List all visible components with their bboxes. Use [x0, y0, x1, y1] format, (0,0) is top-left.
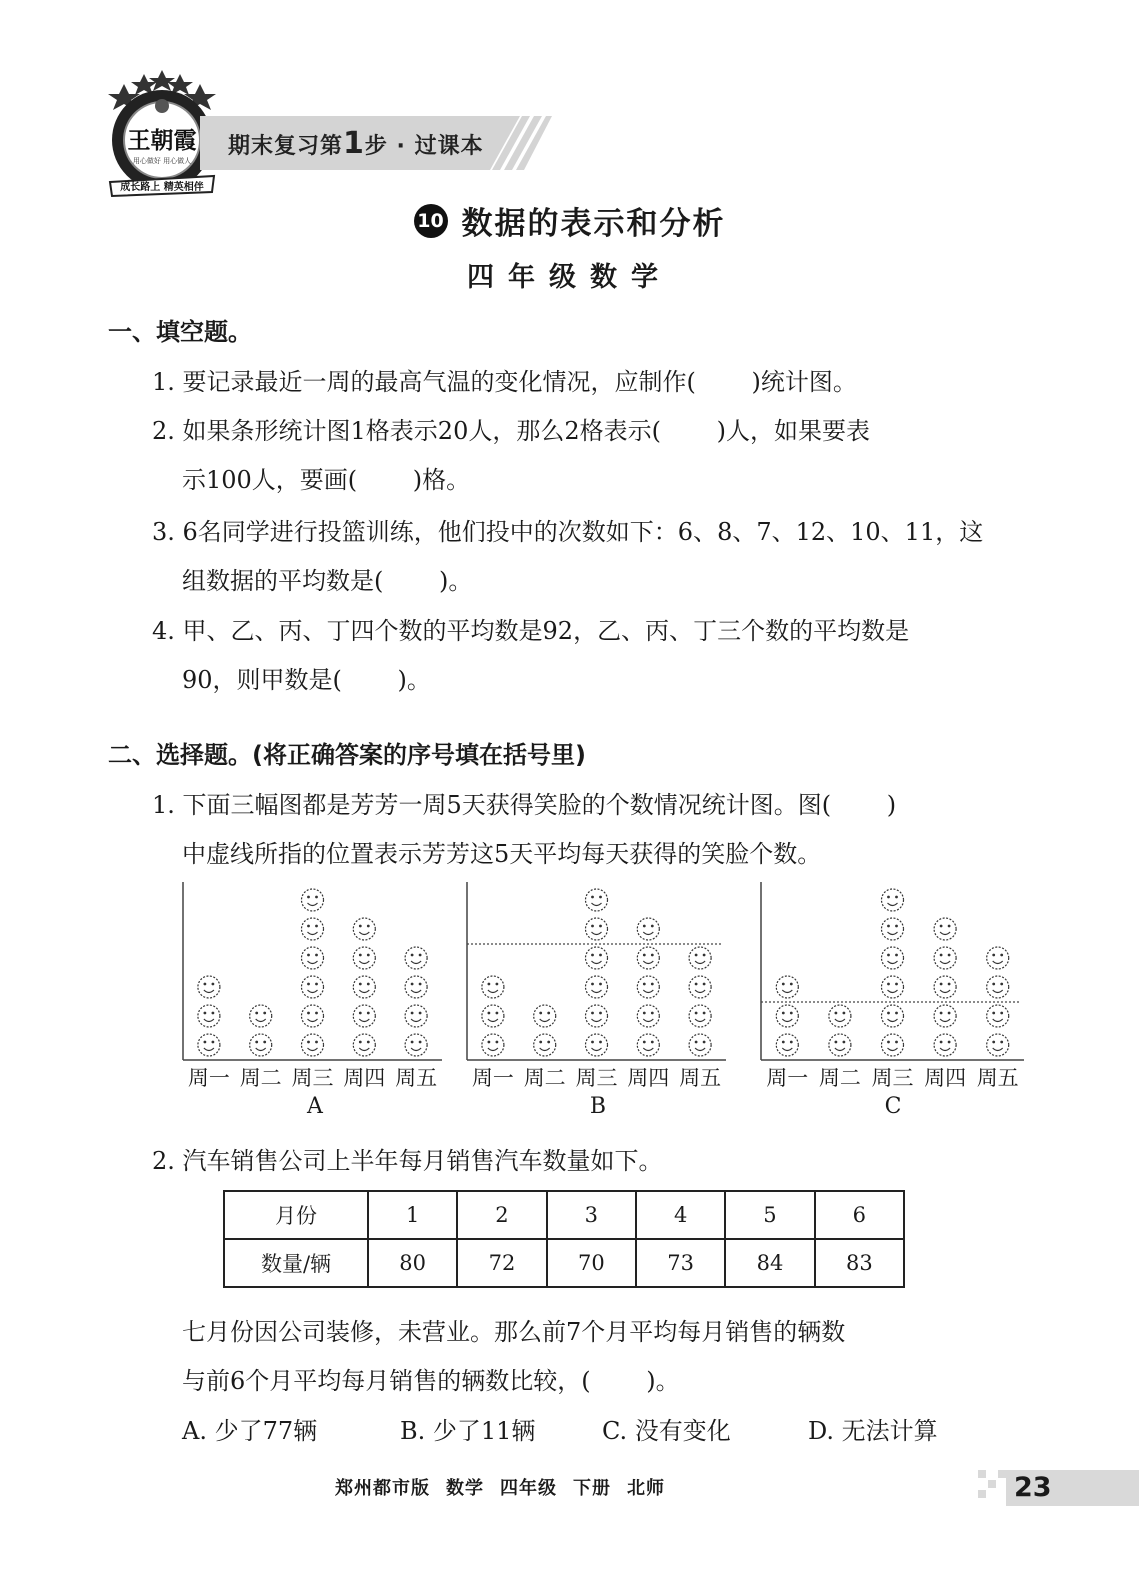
smiley-icon [586, 889, 608, 911]
option-d: D. 无法计算 [808, 1417, 938, 1445]
x-tick-label: 周五 [976, 1066, 1019, 1090]
option-b: B. 少了11辆 [400, 1417, 536, 1445]
table-cell: 70 [547, 1239, 636, 1287]
chart-panel-label: B [589, 1094, 607, 1119]
table-header-row [224, 1191, 904, 1239]
q2-2-line: 2. 汽车销售公司上半年每月销售汽车数量如下。 [152, 1147, 663, 1175]
smiley-icon [302, 947, 324, 969]
table-cell: 72 [457, 1239, 546, 1287]
q1-2-line2: 示100人，要画( )格。 [182, 466, 471, 494]
smiley-icon [689, 947, 711, 969]
smiley-icon [353, 976, 375, 998]
smiley-icon [198, 1005, 220, 1027]
footer-subject: 数学 [446, 1478, 484, 1499]
table-cell: 6 [815, 1191, 904, 1239]
smiley-icon [405, 1005, 427, 1027]
table-cell: 83 [815, 1239, 904, 1287]
smiley-icon [934, 918, 956, 940]
table-cell: 数量/辆 [224, 1239, 368, 1287]
q2-2-after-line1: 七月份因公司装修，未营业。那么前7个月平均每月销售的辆数 [182, 1318, 846, 1346]
smiley-icon [882, 976, 904, 998]
smiley-icon [353, 918, 375, 940]
q1-2-line1: 2. 如果条形统计图1格表示20人，那么2格表示( )人，如果要表 [152, 417, 870, 445]
smiley-icon [637, 947, 659, 969]
q1-4-line1: 4. 甲、乙、丙、丁四个数的平均数是92，乙、丙、丁三个数的平均数是 [152, 617, 910, 645]
smiley-icon [637, 918, 659, 940]
x-tick-label: 周二 [239, 1066, 282, 1090]
chart-a [180, 878, 442, 1090]
smiley-icon [405, 976, 427, 998]
smiley-icon [302, 976, 324, 998]
smiley-icon [987, 947, 1009, 969]
smiley-icon [689, 1005, 711, 1027]
x-tick-label: 周四 [924, 1066, 967, 1090]
q1-3-line1: 3. 6名同学进行投篮训练，他们投中的次数如下：6、8、7、12、10、11，这 [152, 518, 984, 546]
smiley-icon [586, 918, 608, 940]
table-cell: 4 [636, 1191, 725, 1239]
smiley-icon [934, 1005, 956, 1027]
smiley-icon [482, 1034, 504, 1056]
smiley-icon [689, 976, 711, 998]
smiley-icon [829, 1034, 851, 1056]
smiley-icon [534, 1034, 556, 1056]
footer-edition: 郑州都市版 [335, 1478, 430, 1499]
logo-name: 王朝霞 [127, 127, 197, 154]
smiley-icon [882, 918, 904, 940]
smiley-icon [302, 1034, 324, 1056]
smiley-icon [882, 1034, 904, 1056]
x-tick-label: 周三 [575, 1066, 618, 1090]
banner-prefix: 期末复习第 [228, 134, 344, 159]
smiley-icon [987, 976, 1009, 998]
smiley-icon [198, 976, 220, 998]
page-number: 23 [1014, 1472, 1052, 1503]
logo-ribbon: 成长路上 精英相伴 [120, 182, 204, 193]
chart-panel-label: A [307, 1094, 323, 1119]
smiley-icon [482, 1005, 504, 1027]
smiley-icon [934, 947, 956, 969]
logo-sub: 用心做好 用心做人 [132, 157, 192, 165]
x-tick-label: 周二 [818, 1066, 861, 1090]
x-tick-label: 周四 [627, 1066, 670, 1090]
x-tick-label: 周五 [395, 1066, 438, 1090]
smiley-icon [353, 1034, 375, 1056]
table-cell: 80 [368, 1239, 457, 1287]
smiley-icon [353, 1005, 375, 1027]
x-tick-label: 周五 [679, 1066, 722, 1090]
footer-publisher: 北师 [627, 1478, 665, 1499]
unit-number-badge: 10 [414, 204, 448, 238]
smiley-icon [534, 1005, 556, 1027]
section2-heading: 二、选择题。(将正确答案的序号填在括号里) [108, 741, 586, 769]
smiley-icon [405, 947, 427, 969]
smiley-icon [250, 1034, 272, 1056]
smiley-icon [302, 889, 324, 911]
banner-step-number: 1 [343, 126, 365, 161]
smiley-icon [882, 947, 904, 969]
table-cell: 3 [547, 1191, 636, 1239]
smiley-icon [405, 1034, 427, 1056]
smiley-icon [586, 1034, 608, 1056]
smiley-icon [882, 1005, 904, 1027]
smiley-icon [934, 1034, 956, 1056]
smiley-icon [689, 1034, 711, 1056]
x-tick-label: 周二 [523, 1066, 566, 1090]
page-deco-icon [978, 1470, 1006, 1506]
smiley-icon [250, 1005, 272, 1027]
q2-1-line1: 1. 下面三幅图都是芳芳一周5天获得笑脸的个数情况统计图。图( ) [152, 791, 897, 819]
table-cell: 月份 [224, 1191, 368, 1239]
smiley-icon [882, 889, 904, 911]
smiley-icon [637, 1034, 659, 1056]
smiley-icon [776, 976, 798, 998]
smiley-icon [637, 1005, 659, 1027]
smiley-icon [586, 947, 608, 969]
smiley-icon [987, 1034, 1009, 1056]
table-cell: 73 [636, 1239, 725, 1287]
q1-3-line2: 组数据的平均数是( )。 [182, 567, 473, 595]
table-cell: 5 [725, 1191, 814, 1239]
chart-c [758, 878, 1024, 1090]
footer-grade: 四年级 [500, 1478, 557, 1499]
smiley-icon [198, 1034, 220, 1056]
q2-2-after-line2: 与前6个月平均每月销售的辆数比较，( )。 [182, 1367, 680, 1395]
smiley-icon [934, 976, 956, 998]
unit-title [0, 198, 1139, 243]
smiley-icon [302, 918, 324, 940]
smiley-icon [776, 1005, 798, 1027]
smiley-icon [353, 947, 375, 969]
footer-info [0, 1474, 1000, 1500]
q2-1-line2: 中虚线所指的位置表示芳芳这5天平均每天获得的笑脸个数。 [182, 840, 822, 868]
chart-b [464, 878, 726, 1090]
table-cell: 84 [725, 1239, 814, 1287]
x-tick-label: 周一 [187, 1066, 230, 1090]
x-tick-label: 周四 [343, 1066, 386, 1090]
table-row [224, 1239, 904, 1287]
banner-suffix: 步 · 过课本 [364, 134, 484, 159]
x-tick-label: 周一 [471, 1066, 514, 1090]
x-tick-label: 周三 [291, 1066, 334, 1090]
x-tick-label: 周三 [871, 1066, 914, 1090]
smiley-icon [829, 1005, 851, 1027]
unit-subtitle: 四年级数学 [467, 262, 672, 293]
sales-table [223, 1190, 905, 1288]
q1-1-line: 1. 要记录最近一周的最高气温的变化情况，应制作( )统计图。 [152, 368, 857, 396]
q1-4-line2: 90，则甲数是( )。 [182, 666, 431, 694]
table-cell: 2 [457, 1191, 546, 1239]
banner-title [228, 126, 484, 161]
section1-heading: 一、填空题。 [108, 318, 252, 346]
table-cell: 1 [368, 1191, 457, 1239]
smiley-icon [586, 976, 608, 998]
unit-title-text: 数据的表示和分析 [461, 206, 726, 242]
smiley-icon [586, 1005, 608, 1027]
footer-volume: 下册 [573, 1478, 611, 1499]
option-a: A. 少了77辆 [182, 1417, 318, 1445]
smiley-icon [776, 1034, 798, 1056]
smiley-icon [637, 976, 659, 998]
smiley-icon [482, 976, 504, 998]
smiley-icon [987, 1005, 1009, 1027]
option-c: C. 没有变化 [602, 1417, 731, 1445]
smiley-icon [302, 1005, 324, 1027]
chart-panel-label: C [884, 1094, 902, 1119]
x-tick-label: 周一 [766, 1066, 809, 1090]
